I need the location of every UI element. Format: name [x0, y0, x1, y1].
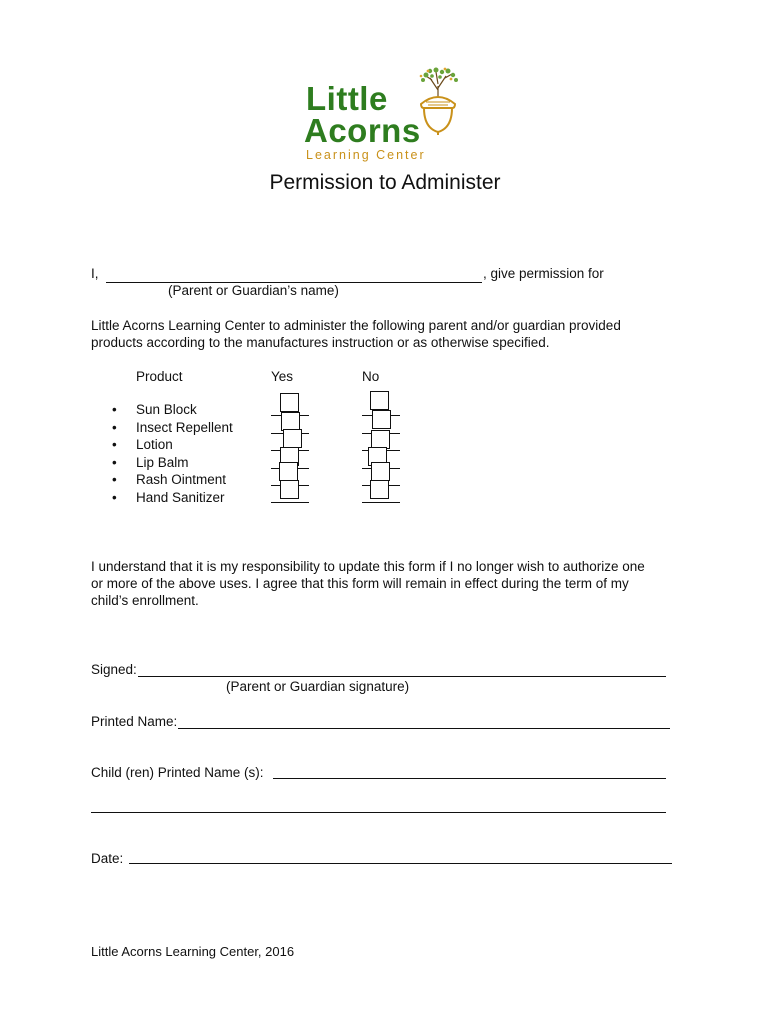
no-checkbox-sun-block[interactable] — [370, 391, 389, 410]
no-checkbox-hand-sanitizer[interactable] — [370, 480, 389, 499]
yes-checkbox-rash-ointment[interactable] — [279, 462, 298, 481]
guardian-name-caption: (Parent or Guardian’s name) — [168, 283, 339, 298]
logo-line-little: Little — [306, 80, 388, 117]
intro-prefix: I, — [91, 266, 99, 281]
yes-answer-line — [271, 502, 309, 503]
footer-text: Little Acorns Learning Center, 2016 — [91, 944, 295, 959]
page-title: Permission to Administer — [269, 171, 501, 194]
bullet-icon: • — [112, 437, 117, 452]
no-checkbox-rash-ointment[interactable] — [371, 462, 390, 481]
guardian-name-field[interactable] — [106, 264, 482, 283]
no-answer-line — [362, 502, 400, 503]
no-checkbox-insect-repellent[interactable] — [372, 410, 391, 429]
paragraph-line: I understand that it is my responsibility to update this form if I no longer wish to authorize one — [91, 559, 645, 574]
product-item: Hand Sanitizer — [136, 489, 225, 505]
children-names-field[interactable] — [273, 762, 666, 779]
printed-name-field[interactable] — [178, 712, 670, 729]
product-item: Lip Balm — [136, 454, 189, 470]
product-item: Rash Ointment — [136, 472, 227, 487]
bullet-icon: • — [112, 454, 117, 470]
no-column-header: No — [362, 369, 380, 384]
bullet-icon: • — [112, 402, 117, 417]
paragraph-line: products according to the manufactures instruction or as otherwise specified. — [91, 335, 550, 350]
logo-line-acorns: Acorns — [304, 112, 421, 149]
logo — [300, 66, 465, 166]
paragraph-line: or more of the above uses. I agree that this form will remain in effect during the term of my — [91, 576, 629, 591]
yes-checkbox-hand-sanitizer[interactable] — [280, 480, 299, 499]
date-field[interactable] — [129, 847, 672, 864]
intro-suffix: , give permission for — [483, 266, 604, 281]
product-item: Lotion — [136, 437, 173, 452]
signature-caption: (Parent or Guardian signature) — [226, 679, 410, 694]
children-names-field-continued[interactable] — [91, 796, 666, 813]
signature-field[interactable] — [138, 660, 666, 677]
product-item: Insect Repellent — [136, 419, 233, 435]
bullet-icon: • — [112, 472, 117, 487]
children-names-label: Child (ren) Printed Name (s): — [91, 765, 264, 780]
yes-column-header: Yes — [271, 369, 294, 384]
paragraph-line: child’s enrollment. — [91, 593, 199, 608]
yes-checkbox-lotion[interactable] — [283, 429, 302, 448]
printed-name-label: Printed Name: — [91, 714, 178, 729]
yes-checkbox-sun-block[interactable] — [280, 393, 299, 412]
bullet-icon: • — [112, 489, 117, 505]
signed-label: Signed: — [91, 662, 137, 677]
acorn-tree-icon — [412, 66, 464, 136]
date-label: Date: — [91, 851, 124, 866]
bullet-icon: • — [112, 419, 117, 435]
logo-line-learning-center: Learning Center — [306, 148, 426, 162]
product-item: Sun Block — [136, 402, 197, 417]
product-column-header: Product — [136, 369, 183, 384]
paragraph-line: Little Acorns Learning Center to administer the following parent and/or guardian provided — [91, 318, 621, 333]
